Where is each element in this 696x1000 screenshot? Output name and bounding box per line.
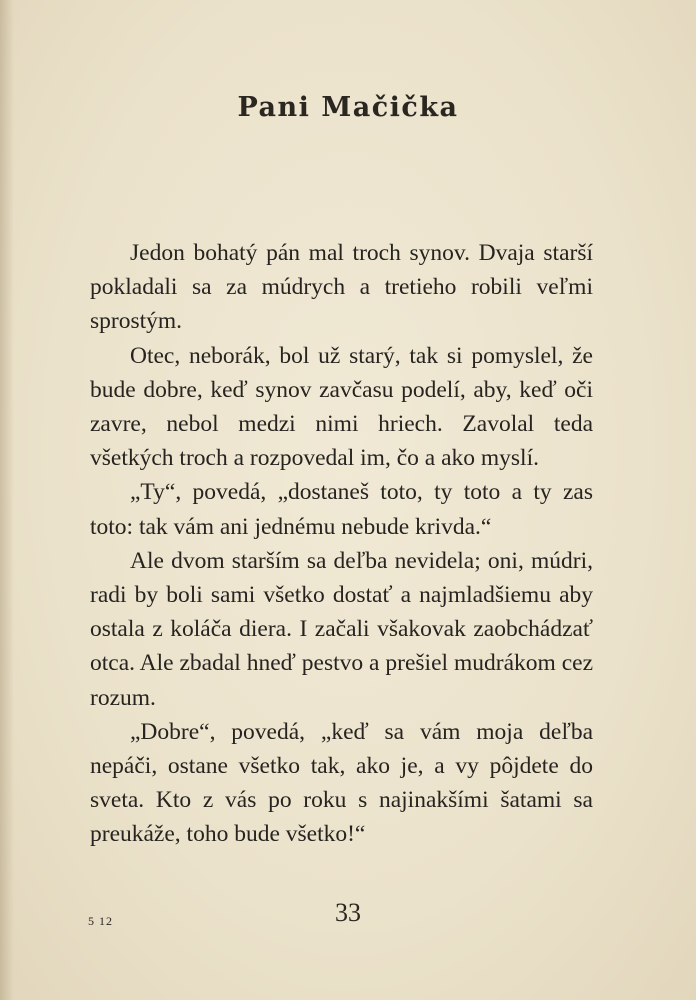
chapter-title: Pani Mačička	[237, 92, 459, 123]
paragraph: Ale dvom starším sa deľba nevidela; oni, múdri, radi by boli sami všetko dostať a najmladšiemu aby ostala z koláča diera. I začali všakovak zaobchádzať otca. Ale zbadal hneď pestvo a prešiel mudrákom cez rozum.	[90, 547, 593, 711]
paragraph: Otec, neborák, bol už starý, tak si pomyslel, že bude dobre, keď synov zavčasu podelí, aby, keď oči zavre, nebol medzi nimi hriech. Zavolal teda všetkých troch a rozpovedal im, čo a ako myslí.	[90, 342, 593, 472]
paragraph: Jedon bohatý pán mal troch synov. Dvaja starší pokladali sa za múdrych a tretieho robili veľmi sprostým.	[90, 240, 593, 335]
printer-signature-mark: 5 12	[88, 914, 113, 928]
body-text	[90, 236, 593, 852]
page-edge-shadow	[0, 0, 14, 1000]
paragraph: „Ty“, povedá, „dostaneš toto, ty toto a ty zas toto: tak vám ani jednému nebude krivda.“	[90, 479, 593, 540]
paragraph: „Dobre“, povedá, „keď sa vám moja deľba nepáči, ostane všetko tak, ako je, a vy pôjdete do sveta. Kto z vás po roku s najinakšími šatami sa preukáže, toho bude všetko!“	[90, 718, 593, 848]
page-number: 33	[335, 898, 361, 927]
